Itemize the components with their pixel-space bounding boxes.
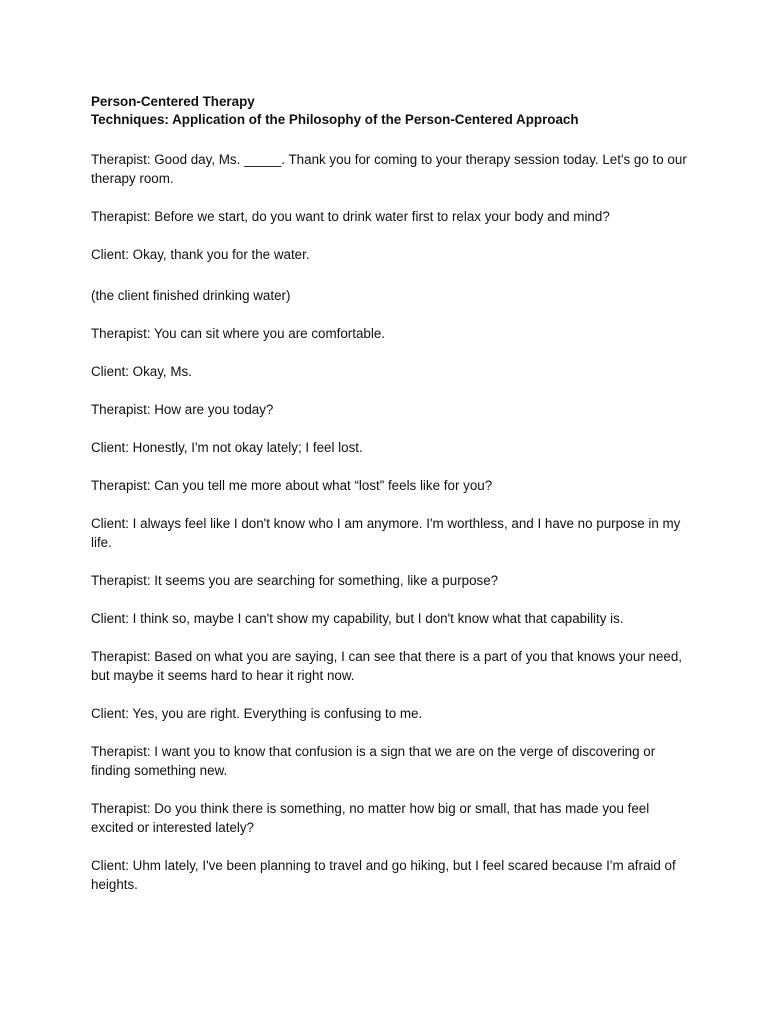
dialogue-line: Client: Yes, you are right. Everything is confusing to me. bbox=[91, 706, 423, 721]
dialogue bbox=[91, 150, 691, 894]
document-title: Person-Centered Therapy bbox=[91, 94, 255, 109]
dialogue-line: Therapist: Can you tell me more about what “lost” feels like for you? bbox=[91, 478, 493, 493]
document-subtitle: Techniques: Application of the Philosophy of the Person-Centered Approach bbox=[91, 112, 579, 127]
dialogue-line: Therapist: It seems you are searching for something, like a purpose? bbox=[91, 573, 499, 588]
dialogue-line: Client: Uhm lately, I've been planning to travel and go hiking, but I feel scared because I'm afraid of heights. bbox=[91, 858, 676, 892]
dialogue-line: Client: I always feel like I don't know who I am anymore. I'm worthless, and I have no purpose in my life. bbox=[91, 516, 681, 550]
document-body bbox=[91, 93, 691, 913]
dialogue-line: Client: Okay, thank you for the water. bbox=[91, 247, 310, 262]
title-block bbox=[91, 93, 691, 129]
dialogue-line: Client: Honestly, I'm not okay lately; I feel lost. bbox=[91, 440, 363, 455]
dialogue-line: Therapist: Before we start, do you want to drink water first to relax your body and mind? bbox=[91, 209, 610, 224]
dialogue-line: Therapist: You can sit where you are comfortable. bbox=[91, 326, 386, 341]
dialogue-line: Therapist: I want you to know that confusion is a sign that we are on the verge of discovering or finding something new. bbox=[91, 744, 656, 778]
dialogue-line: Therapist: Do you think there is something, no matter how big or small, that has made you feel excited or interested lately? bbox=[91, 801, 650, 835]
dialogue-line: Therapist: Good day, Ms. _____. Thank you for coming to your therapy session today. Let's go to our therapy room. bbox=[91, 152, 687, 186]
dialogue-line: Therapist: How are you today? bbox=[91, 402, 274, 417]
dialogue-line: Client: Okay, Ms. bbox=[91, 364, 192, 379]
stage-direction: (the client finished drinking water) bbox=[91, 288, 291, 303]
dialogue-line: Client: I think so, maybe I can't show my capability, but I don't know what that capability is. bbox=[91, 611, 624, 626]
dialogue-line: Therapist: Based on what you are saying, I can see that there is a part of you that knows your need, but maybe it seems hard to hear it right now. bbox=[91, 649, 683, 683]
